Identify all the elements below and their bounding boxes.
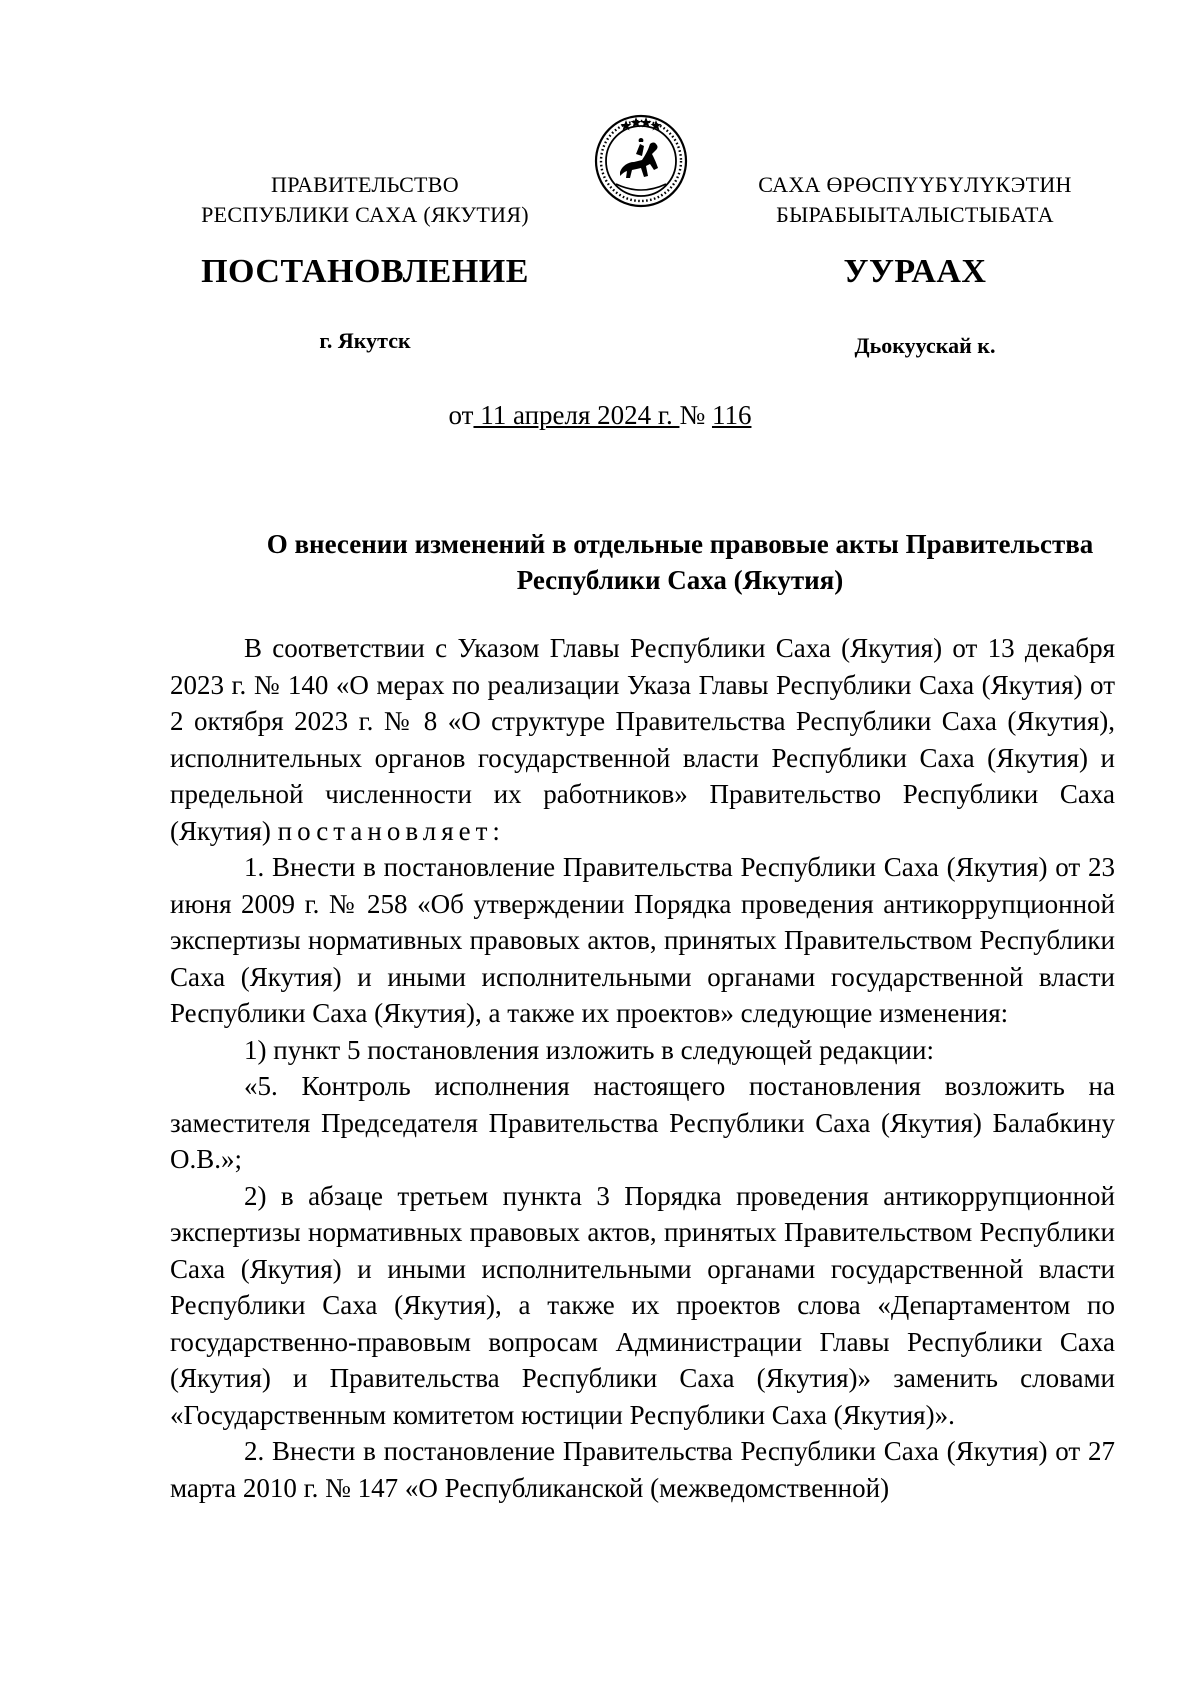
- body-paragraph-item-1: 1. Внести в постановление Правительства Республики Саха (Якутия) от 23 июня 2009 г. № 258 «Об утверждении Порядка проведения антикоррупционной экспертизы нормативных правовых актов, принятых Правительством Республики Саха (Якутия) и иными исполнительными органами государственной власти Республики Саха (Якутия), а также их проектов» следующие изменения:: [170, 852, 1115, 1028]
- body-paragraph-subitem-1: 1) пункт 5 постановления изложить в следующей редакции:: [244, 1034, 934, 1065]
- city-name-sakha: Дьокуускай к.: [854, 333, 996, 358]
- document-type-title-ru: ПОСТАНОВЛЕНИЕ: [201, 253, 529, 290]
- body-paragraph-item-2: 2. Внести в постановление Правительства Республики Саха (Якутия) от 27 марта 2010 г. № 147 «О Республиканской (межведомственной): [170, 1436, 1115, 1503]
- right-org-line-2: БЫРАБЫЫТАЛЫСТЫБАТА: [776, 202, 1054, 227]
- subject-line-1: О внесении изменений в отдельные правовые акты Правительства: [266, 529, 1094, 559]
- body-paragraph-quoted-item-5: «5. Контроль исполнения настоящего постановления возложить на заместителя Председателя Правительства Республики Саха (Якутия) Балабкину О.В.»;: [170, 1071, 1115, 1174]
- document-date-and-number: [300, 400, 900, 431]
- resolves-word: постановляет:: [277, 815, 505, 846]
- city-name-ru: г. Якутск: [319, 328, 411, 353]
- document-type-title-sakha: УУРААХ: [843, 253, 987, 290]
- document-number: 116: [711, 400, 752, 430]
- document-body: [170, 630, 1115, 1506]
- right-organization-name: [715, 170, 1115, 230]
- body-paragraph-subitem-2: 2) в абзаце третьем пункта 3 Порядка проведения антикоррупционной экспертизы нормативных правовых актов, принятых Правительством Республики Саха (Якутия) и иными исполнительными органами государственной власти Республики Саха (Якутия), а также их проектов слова «Департаментом по государственно-правовым вопросам Администрации Главы Республики Саха (Якутия) и Правительства Республики Саха (Якутия)» заменить словами «Государственным комитетом юстиции Республики Саха (Якутия)».: [170, 1180, 1115, 1430]
- number-sign: №: [679, 400, 712, 430]
- preamble-text: В соответствии с Указом Главы Республики Саха (Якутия) от 13 декабря 2023 г. № 140 «О мерах по реализации Указа Главы Республики Саха (Якутия) от 2 октября 2023 г. № 8 «О структуре Правительства Республики Саха (Якутия), исполнительных органов государственной власти Республики Саха (Якутия) и предельной численности их работников» Правительство Республики Саха (Якутия): [170, 633, 1115, 846]
- left-organization-name: [165, 170, 565, 230]
- right-org-line-1: САХА ӨРӨСПҮҮБҮЛҮКЭТИН: [758, 172, 1072, 197]
- left-org-line-2: РЕСПУБЛИКИ САХА (ЯКУТИЯ): [201, 202, 529, 227]
- body-paragraph-preamble: [170, 630, 1115, 849]
- date-prefix: от: [448, 400, 474, 430]
- left-org-line-1: ПРАВИТЕЛЬСТВО: [271, 172, 459, 197]
- document-subject: [245, 526, 1115, 598]
- document-date: 11 апреля 2024 г.: [473, 400, 680, 430]
- coat-of-arms-emblem-icon: [592, 110, 690, 208]
- subject-line-2: Республики Саха (Якутия): [516, 565, 844, 595]
